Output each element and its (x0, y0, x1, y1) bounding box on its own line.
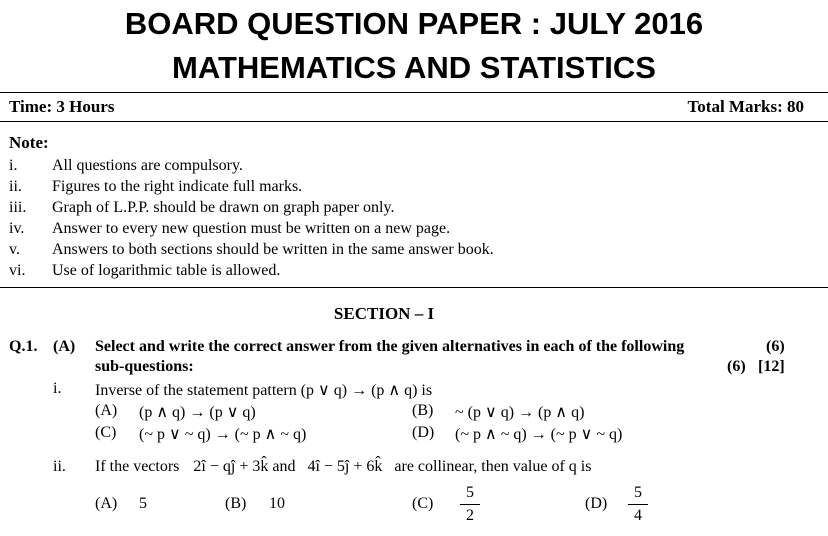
note-text: Graph of L.P.P. should be drawn on graph paper only. (52, 199, 395, 216)
option-text: (~ p ∨ ~ q) → (~ p ∧ ~ q) (139, 426, 307, 443)
fraction (460, 484, 480, 525)
question-mid: and (272, 458, 296, 475)
total-question-marks: [12] (758, 358, 785, 375)
option-label: (A) (95, 495, 118, 512)
note-text: Use of logarithmic table is allowed. (52, 262, 281, 279)
time-label: Time: 3 Hours (9, 97, 115, 116)
question-instruction: Select and write the correct answer from the given alternatives in each of the following (95, 338, 685, 355)
note-text: Answer to every new question must be written on a new page. (52, 220, 451, 237)
denominator: 2 (466, 507, 474, 524)
option-label: (A) (95, 402, 118, 419)
denominator: 4 (634, 507, 642, 524)
note-num: iii. (9, 199, 27, 216)
option-label: (C) (412, 495, 434, 512)
option-label: (D) (412, 424, 435, 441)
question-part: (A) (53, 338, 76, 355)
vector-expression: 2î − qĵ + 3k̂ (193, 458, 269, 475)
question-number: Q.1. (9, 338, 38, 355)
paper-subject: MATHEMATICS AND STATISTICS (172, 50, 656, 85)
numerator: 5 (466, 484, 474, 501)
subquestion-text (95, 458, 591, 476)
note-text: Figures to the right indicate full marks. (52, 178, 303, 195)
note-heading: Note: (9, 133, 49, 152)
vector-expression: 4î − 5ĵ + 6k̂ (307, 458, 383, 475)
divider (0, 92, 828, 93)
subquestion-number: i. (53, 380, 62, 397)
note-num: v. (9, 241, 20, 258)
option-label: (D) (585, 495, 608, 512)
option-text: 5 (139, 495, 147, 512)
option-text: (p ∧ q) → (p ∨ q) (139, 404, 256, 421)
subquestion-number: ii. (53, 458, 66, 475)
option-text: 10 (269, 495, 285, 512)
divider (0, 121, 828, 122)
part-marks: (6) (727, 358, 746, 375)
note-num: i. (9, 157, 18, 174)
total-marks-label: Total Marks: 80 (687, 97, 804, 116)
option-label: (C) (95, 424, 117, 441)
note-num: vi. (9, 262, 26, 279)
paper-title: BOARD QUESTION PAPER : JULY 2016 (124, 6, 704, 41)
question-suffix: are collinear, then value of q is (394, 458, 592, 475)
subquestion-text: Inverse of the statement pattern (p ∨ q) → (p ∧ q) is (95, 382, 433, 399)
note-text: Answers to both sections should be written in the same answer book. (52, 241, 494, 258)
option-label: (B) (412, 402, 434, 419)
note-text: All questions are compulsory. (52, 157, 243, 174)
option-text: ~ (p ∨ q) → (p ∧ q) (455, 404, 585, 421)
note-num: ii. (9, 178, 22, 195)
section-heading: SECTION – I (333, 304, 435, 323)
fraction (628, 484, 648, 525)
numerator: 5 (634, 484, 642, 501)
option-label: (B) (225, 495, 247, 512)
note-num: iv. (9, 220, 25, 237)
divider (0, 287, 828, 288)
question-instruction-cont: sub-questions: (95, 358, 194, 375)
part-marks: (6) (766, 338, 785, 355)
question-prefix: If the vectors (95, 458, 180, 475)
option-text: (~ p ∧ ~ q) → (~ p ∨ ~ q) (455, 426, 623, 443)
